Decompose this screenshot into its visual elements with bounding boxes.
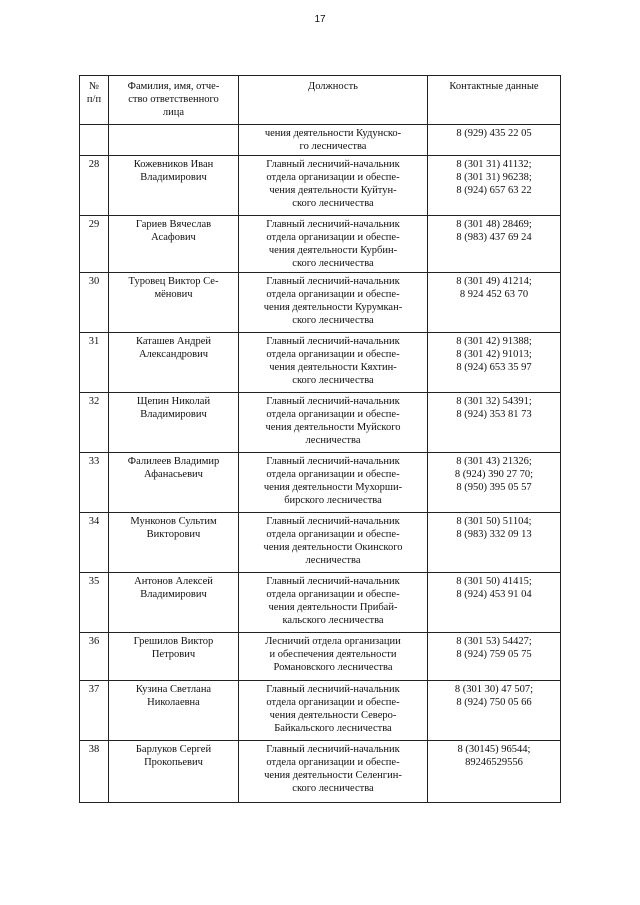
table-body xyxy=(80,125,561,803)
phone-number: 8 (924) 390 27 70; xyxy=(454,469,534,480)
responsible-person-name xyxy=(109,125,239,156)
position-line: Байкальского лесничества xyxy=(274,723,392,734)
phone-number: 8 (301 31) 41132; xyxy=(456,159,532,170)
position-line: лесничества xyxy=(305,435,361,446)
position-line: ского лесничества xyxy=(292,783,374,794)
row-number: 32 xyxy=(80,393,109,453)
row-number: 28 xyxy=(80,156,109,216)
contacts-cell xyxy=(428,333,561,393)
position-line: чения деятельности Курумкан- xyxy=(263,302,403,313)
phone-number: 8 (983) 437 69 24 xyxy=(456,232,532,243)
position-line: Романовского лесничества xyxy=(273,662,393,673)
row-number xyxy=(80,125,109,156)
phone-number: 8 (301 50) 41415; xyxy=(456,576,532,587)
position-cell xyxy=(239,573,428,633)
responsible-person-name xyxy=(109,333,239,393)
contacts-cell xyxy=(428,681,561,741)
name-line: мёнович xyxy=(154,289,193,300)
name-line: Щепин Николай xyxy=(136,396,211,407)
phone-number: 8 (924) 453 91 04 xyxy=(456,589,532,600)
row-number: 36 xyxy=(80,633,109,681)
position-line: чения деятельности Селенгин- xyxy=(264,770,402,781)
name-line: Гариев Вячеслав xyxy=(135,219,212,230)
position-line: лесничества xyxy=(305,555,361,566)
position-line: чения деятельности Прибай- xyxy=(268,602,398,613)
phone-number: 8 (924) 653 35 97 xyxy=(456,362,532,373)
name-line: Прокопьевич xyxy=(144,757,203,768)
position-line: ского лесничества xyxy=(292,375,374,386)
position-line: и обеспечения деятельности xyxy=(269,649,397,660)
row-number: 34 xyxy=(80,513,109,573)
name-line: Афанасьевич xyxy=(144,469,203,480)
contacts-cell xyxy=(428,453,561,513)
table-row xyxy=(80,333,561,393)
contacts-cell xyxy=(428,513,561,573)
row-number: 29 xyxy=(80,216,109,273)
phone-number: 8 (30145) 96544; xyxy=(457,744,531,755)
position-line: отдела организации и обеспе- xyxy=(266,172,400,183)
position-line: отдела организации и обеспе- xyxy=(266,232,400,243)
header-contacts xyxy=(428,76,561,125)
phone-number: 8 (301 49) 41214; xyxy=(456,276,532,287)
position-line: Главный лесничий-начальник xyxy=(266,744,400,755)
name-line: Антонов Алексей xyxy=(134,576,213,587)
table-row xyxy=(80,681,561,741)
phone-number: 8 (301 42) 91388; xyxy=(456,336,532,347)
position-line: чения деятельности Курбин- xyxy=(268,245,398,256)
position-line: го лесничества xyxy=(299,141,367,152)
phone-number: 8 (301 43) 21326; xyxy=(456,456,532,467)
position-line: ского лесничества xyxy=(292,258,374,269)
contacts-cell xyxy=(428,393,561,453)
position-line: Главный лесничий-начальник xyxy=(266,456,400,467)
name-line: Кузина Светлана xyxy=(135,684,212,695)
name-line: Петрович xyxy=(151,649,196,660)
phone-number: 8 (301 32) 54391; xyxy=(456,396,532,407)
position-line: Главный лесничий-начальник xyxy=(266,336,400,347)
position-line: отдела организации и обеспе- xyxy=(266,757,400,768)
name-line: Барлуков Сергей xyxy=(135,744,212,755)
phone-number: 8 924 452 63 70 xyxy=(459,289,529,300)
contacts-cell xyxy=(428,125,561,156)
row-number: 37 xyxy=(80,681,109,741)
name-line: Александрович xyxy=(138,349,209,360)
header-line: ство ответственного xyxy=(128,94,219,105)
position-cell xyxy=(239,156,428,216)
position-line: отдела организации и обеспе- xyxy=(266,409,400,420)
contacts-cell xyxy=(428,273,561,333)
position-line: ского лесничества xyxy=(292,315,374,326)
responsible-person-name xyxy=(109,273,239,333)
table-row xyxy=(80,741,561,803)
phone-number: 8 (301 31) 96238; xyxy=(456,172,532,183)
position-cell xyxy=(239,216,428,273)
position-cell xyxy=(239,741,428,803)
responsible-person-name xyxy=(109,216,239,273)
phone-number: 8 (929) 435 22 05 xyxy=(456,128,532,139)
phone-number: 8 (301 30) 47 507; xyxy=(454,684,534,695)
position-line: чения деятельности Куйтун- xyxy=(269,185,397,196)
position-cell xyxy=(239,681,428,741)
position-line: кальского лесничества xyxy=(282,615,384,626)
header-line: Контактные данные xyxy=(449,81,539,92)
responsible-person-name xyxy=(109,513,239,573)
contacts-cell xyxy=(428,633,561,681)
phone-number: 8 (301 48) 28469; xyxy=(456,219,532,230)
contacts-cell xyxy=(428,156,561,216)
position-line: отдела организации и обеспе- xyxy=(266,349,400,360)
phone-number: 8 (983) 332 09 13 xyxy=(456,529,532,540)
position-line: Главный лесничий-начальник xyxy=(266,396,400,407)
header-number xyxy=(80,76,109,125)
name-line: Грешилов Виктор xyxy=(133,636,214,647)
name-line: Каташев Андрей xyxy=(135,336,212,347)
header-line: лица xyxy=(162,107,185,118)
name-line: Николаевна xyxy=(147,697,200,708)
position-cell xyxy=(239,453,428,513)
header-line: № xyxy=(88,81,100,92)
position-line: Главный лесничий-начальник xyxy=(266,684,400,695)
position-line: Главный лесничий-начальник xyxy=(266,159,400,170)
position-line: отдела организации и обеспе- xyxy=(266,529,400,540)
position-line: чения деятельности Кудунско- xyxy=(264,128,402,139)
responsible-person-name xyxy=(109,453,239,513)
row-number: 33 xyxy=(80,453,109,513)
position-line: бирского лесничества xyxy=(284,495,382,506)
position-line: чения деятельности Муйского xyxy=(265,422,401,433)
phone-number: 8 (924) 657 63 22 xyxy=(456,185,532,196)
table-row xyxy=(80,125,561,156)
position-cell xyxy=(239,633,428,681)
table-row xyxy=(80,216,561,273)
position-line: Лесничий отдела организации xyxy=(265,636,401,647)
name-line: Туровец Виктор Се- xyxy=(128,276,219,287)
contacts-cell xyxy=(428,741,561,803)
name-line: Владимирович xyxy=(140,409,207,420)
name-line: Мунконов Сультим xyxy=(130,516,217,527)
table-row xyxy=(80,156,561,216)
name-line: Кожевников Иван xyxy=(133,159,214,170)
table-row xyxy=(80,573,561,633)
responsible-person-name xyxy=(109,393,239,453)
position-line: ского лесничества xyxy=(292,198,374,209)
header-line: Фамилия, имя, отче- xyxy=(127,81,220,92)
position-line: отдела организации и обеспе- xyxy=(266,289,400,300)
row-number: 31 xyxy=(80,333,109,393)
responsible-person-name xyxy=(109,573,239,633)
contacts-cell xyxy=(428,573,561,633)
phone-number: 89246529556 xyxy=(465,757,523,768)
responsible-person-name xyxy=(109,633,239,681)
position-cell xyxy=(239,125,428,156)
table-row xyxy=(80,273,561,333)
position-line: Главный лесничий-начальник xyxy=(266,276,400,287)
header-line: п/п xyxy=(86,94,102,105)
position-cell xyxy=(239,513,428,573)
table-row xyxy=(80,453,561,513)
name-line: Владимирович xyxy=(140,589,207,600)
phone-number: 8 (950) 395 05 57 xyxy=(456,482,532,493)
phone-number: 8 (301 50) 51104; xyxy=(456,516,532,527)
header-position xyxy=(239,76,428,125)
table-row xyxy=(80,633,561,681)
responsible-person-name xyxy=(109,741,239,803)
page-number: 17 xyxy=(314,14,326,25)
position-line: отдела организации и обеспе- xyxy=(266,469,400,480)
position-line: отдела организации и обеспе- xyxy=(266,697,400,708)
phone-number: 8 (301 53) 54427; xyxy=(456,636,532,647)
position-cell xyxy=(239,393,428,453)
responsible-person-name xyxy=(109,681,239,741)
position-line: чения деятельности Окинского xyxy=(263,542,403,553)
header-name xyxy=(109,76,239,125)
table-row xyxy=(80,393,561,453)
contacts-table xyxy=(79,75,561,803)
table-row xyxy=(80,513,561,573)
position-line: Главный лесничий-начальник xyxy=(266,576,400,587)
position-cell xyxy=(239,273,428,333)
row-number: 38 xyxy=(80,741,109,803)
name-line: Асафович xyxy=(151,232,196,243)
phone-number: 8 (924) 353 81 73 xyxy=(456,409,532,420)
header-line: Должность xyxy=(308,81,358,92)
position-line: отдела организации и обеспе- xyxy=(266,589,400,600)
table-header-row xyxy=(80,76,561,125)
position-line: Главный лесничий-начальник xyxy=(266,516,400,527)
phone-number: 8 (301 42) 91013; xyxy=(456,349,532,360)
name-line: Фалилеев Владимир xyxy=(127,456,220,467)
row-number: 30 xyxy=(80,273,109,333)
phone-number: 8 (924) 759 05 75 xyxy=(456,649,532,660)
position-line: чения деятельности Северо- xyxy=(269,710,397,721)
responsible-person-name xyxy=(109,156,239,216)
position-line: чения деятельности Мухорши- xyxy=(263,482,403,493)
position-line: Главный лесничий-начальник xyxy=(266,219,400,230)
name-line: Владимирович xyxy=(140,172,207,183)
position-cell xyxy=(239,333,428,393)
row-number: 35 xyxy=(80,573,109,633)
phone-number: 8 (924) 750 05 66 xyxy=(456,697,532,708)
name-line: Викторович xyxy=(146,529,201,540)
contacts-cell xyxy=(428,216,561,273)
position-line: чения деятельности Кяхтин- xyxy=(269,362,397,373)
